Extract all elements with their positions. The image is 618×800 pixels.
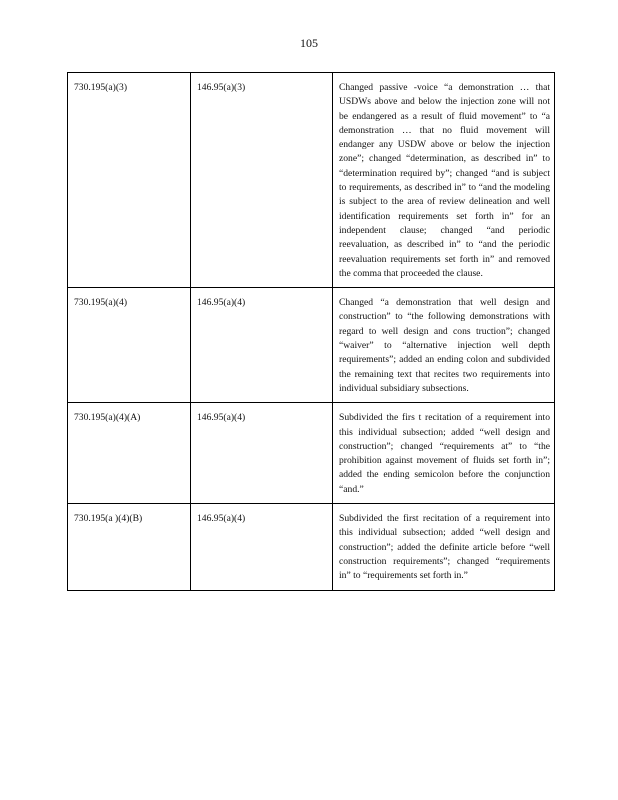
- illinois-section-cell: 730.195(a)(4)(A): [68, 403, 191, 504]
- federal-section-cell: 146.95(a)(4): [191, 288, 333, 403]
- table-row: [68, 288, 555, 403]
- change-description-cell: Subdivided the first recitation of a requirement into this individual subsection; added “well design and construction”; added the definite article before “well construction requirements”; changed “requirements in” to “requirements set forth in.”: [333, 504, 555, 590]
- change-description-cell: Subdivided the firs t recitation of a requirement into this individual subsection; added “well design and construction”; changed “requirements at” to “the prohibition against movement of fluids set forth in”; added the ending semicolon before the conjunction “and.”: [333, 403, 555, 504]
- table-row: [68, 403, 555, 504]
- federal-section-cell: 146.95(a)(3): [191, 73, 333, 288]
- page-number: 105: [300, 36, 318, 50]
- table-row: [68, 504, 555, 590]
- federal-section-cell: 146.95(a)(4): [191, 504, 333, 590]
- illinois-section-cell: 730.195(a)(3): [68, 73, 191, 288]
- federal-section-cell: 146.95(a)(4): [191, 403, 333, 504]
- table-row: [68, 73, 555, 288]
- change-description-cell: Changed “a demonstration that well design and construction” to “the following demonstrations with regard to well design and cons truction”; changed “waiver” to “alternative injection well depth requirements”; added an ending colon and subdivided the remaining text that recites two requirements into individual subsidiary subsections.: [333, 288, 555, 403]
- rule-changes-table: [67, 72, 555, 591]
- illinois-section-cell: 730.195(a)(4): [68, 288, 191, 403]
- change-description-cell: Changed passive -voice “a demonstration … that USDWs above and below the injection zone will not be endangered as a result of fluid movement” to “a demonstration … that no fluid movement will endanger any USDW above or below the injection zone”; changed “determination, as described in” to “determination required by”; changed “and is subject to requirements, as described in” to “and the modeling is subject to the area of review delineation and well identification requirements set forth in” for an independent clause; changed “and periodic reevaluation, as described in” to “and the periodic reevaluation requirements set forth in” and removed the comma that proceeded the clause.: [333, 73, 555, 288]
- illinois-section-cell: 730.195(a )(4)(B): [68, 504, 191, 590]
